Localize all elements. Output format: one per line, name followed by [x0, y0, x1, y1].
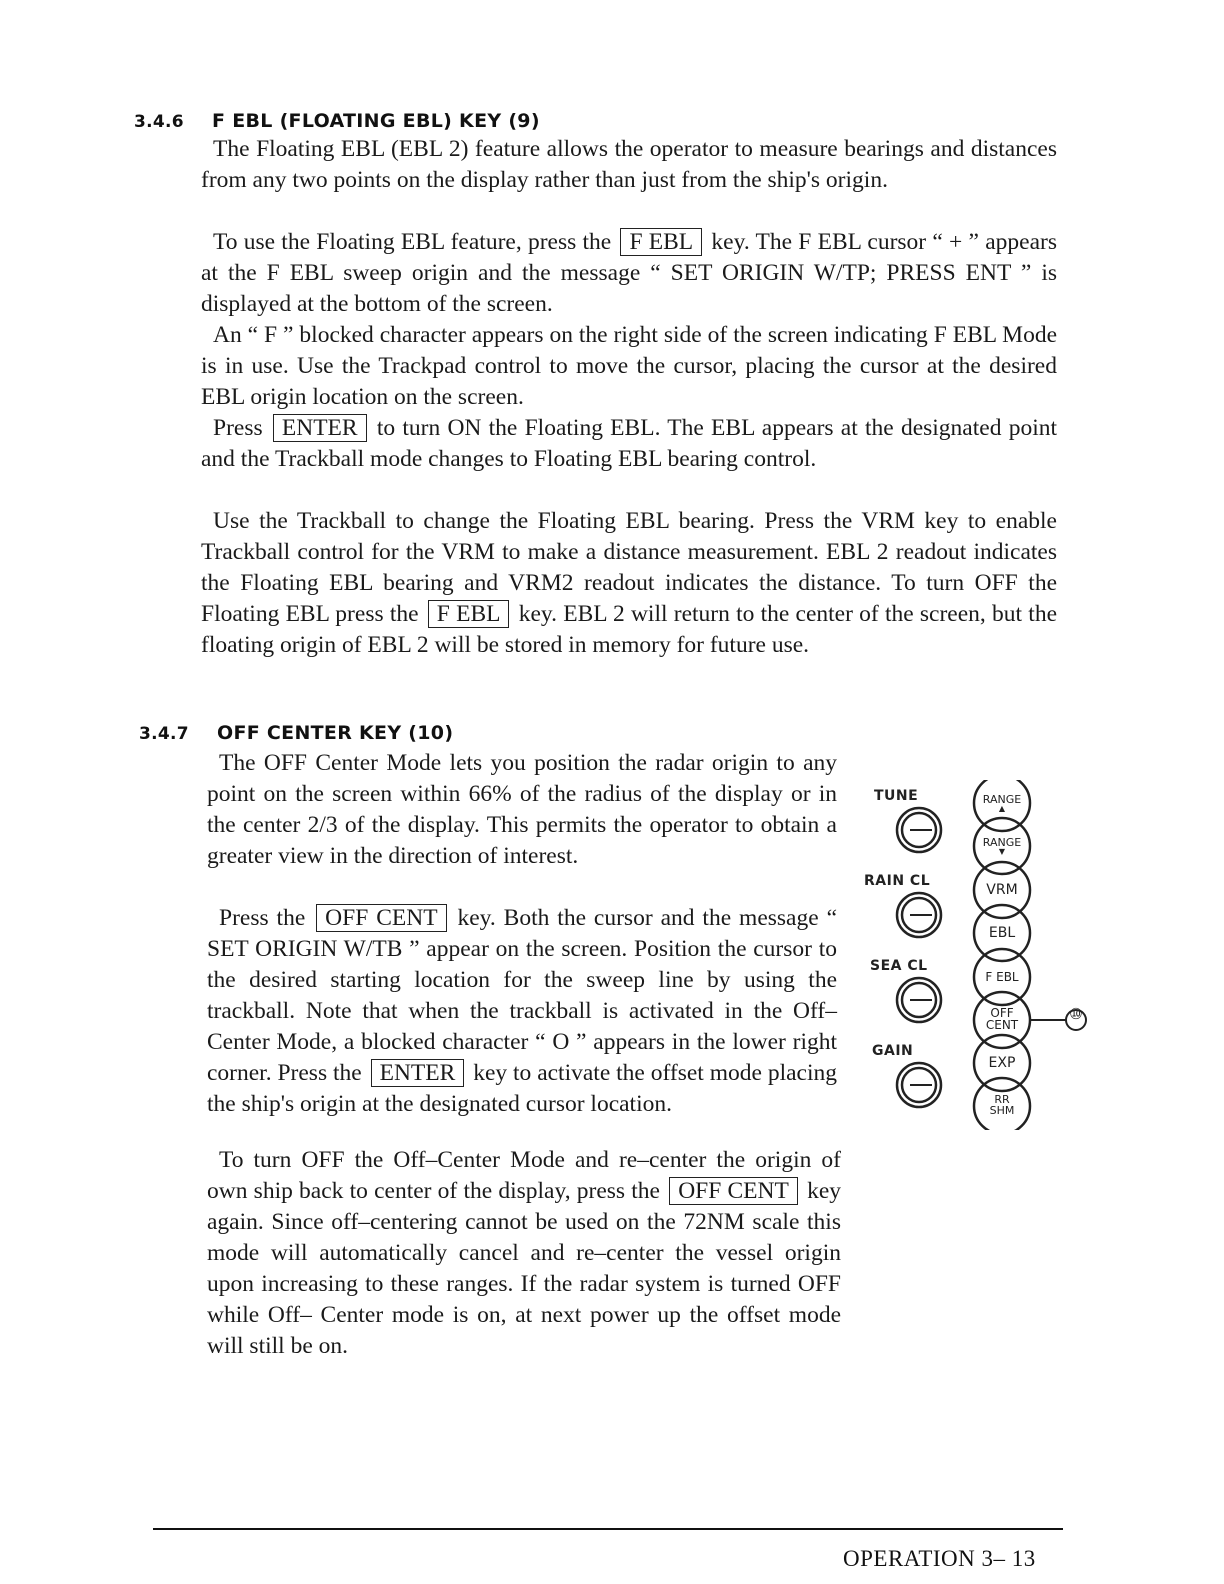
section-number: 3.4.7: [139, 724, 189, 744]
knob-tune-icon: [897, 808, 941, 852]
off-cent-key-label: OFF CENT: [669, 1177, 798, 1205]
paragraph-text: key again. Since off–centering cannot be used on the 72NM scale this mode will automatically cancel and re–center the vessel origin upon increasing to these ranges. If the radar system is turned OFF while Off– Center mode is on, at next power up the offset mode will still be on.: [207, 1178, 842, 1359]
paragraph: An “ F ” blocked character appears on the right side of the screen indicating F EBL Mode is in use. Use the Trackpad control to move the cursor, placing the cursor at the desired EBL origin location on the screen.: [201, 322, 1057, 410]
control-panel-illustration: [862, 780, 1092, 1130]
section-title: OFF CENTER KEY (10): [217, 722, 454, 744]
off-cent-key-label: OFF CENT: [316, 904, 446, 932]
paragraph-text: key. Both the cursor and the message “ SET ORIGIN W/TB ” appear on the screen. Position the cursor to the desired starting location for the sweep line by using the trackball. Note that when the trackball is activated in the Off–Center Mode, a blocked character “ O ” appears in the lower right corner. Press the: [207, 905, 838, 1086]
knob-sea-cl-icon: [897, 978, 941, 1022]
paragraph-text: key to activate the offset mode placing the ship's origin at the designated cursor location.: [207, 1060, 837, 1117]
paragraph-text: key. EBL 2 will return to the center of the screen, but the floating origin of EBL 2 will be stored in memory for future use.: [201, 601, 1057, 658]
section-heading-3-4-7: [139, 722, 453, 744]
paragraph-text: to turn ON the Floating EBL. The EBL appears at the designated point and the Trackball mode changes to Floating EBL bearing control.: [201, 415, 1058, 472]
knob-label-sea-cl: SEA CL: [870, 958, 928, 974]
knob-rain-cl-icon: [897, 893, 941, 937]
page-footer: OPERATION 3– 13: [843, 1546, 1036, 1571]
paragraph: The Floating EBL (EBL 2) feature allows the operator to measure bearings and distances from any two points on the display rather than just from the ship's origin.: [201, 136, 1057, 193]
section-heading-3-4-6: [134, 110, 540, 132]
knob-label-gain: GAIN: [872, 1043, 914, 1059]
paragraph: [207, 1145, 841, 1362]
paragraph-text: Use the Trackball to change the Floating EBL bearing. Press the VRM key to enable Trackball control for the VRM to make a distance measurement. EBL 2 readout indicates the Floating EBL bearing and VRM2 readout indicates the distance. To turn OFF the Floating EBL press the: [201, 508, 1057, 627]
paragraph: [201, 413, 1057, 475]
paragraph: The OFF Center Mode lets you position the radar origin to any point on the screen within 66% of the radius of the display or in the center 2/3 of the display. This permits the operator to obtain a greater view in the direction of interest.: [207, 750, 837, 869]
enter-key-label: ENTER: [273, 414, 367, 442]
section-number: 3.4.6: [134, 112, 184, 132]
knob-label-rain-cl: RAIN CL: [864, 873, 931, 889]
paragraph: [207, 903, 837, 1120]
button-label-range-down: RANGE ▼: [982, 836, 1022, 856]
callout-number-10: ⑩: [1069, 1007, 1083, 1023]
paragraph-text: key. The F EBL cursor “ + ” appears at the F EBL sweep origin and the message “ SET ORIGIN W/TP; PRESS ENT ” is displayed at the bottom of the screen.: [201, 229, 1057, 317]
button-label-ebl: EBL: [988, 925, 1016, 941]
paragraph: [201, 227, 1057, 320]
button-label-rr-shm: RR SHM: [989, 1093, 1015, 1117]
section-title: F EBL (FLOATING EBL) KEY (9): [212, 110, 540, 132]
paragraph-text: Press the: [219, 905, 306, 931]
button-label-range-up: RANGE ▲: [982, 793, 1022, 813]
button-label-vrm: VRM: [986, 882, 1018, 898]
paragraph: [201, 506, 1057, 661]
footer-rule: [153, 1528, 1063, 1530]
knob-label-tune: TUNE: [874, 788, 919, 804]
paragraph-text: Press: [213, 415, 263, 441]
f-ebl-key-label: F EBL: [428, 600, 510, 628]
knob-gain-icon: [897, 1063, 941, 1107]
button-label-f-ebl: F EBL: [985, 970, 1019, 984]
control-panel-drawing: [862, 780, 1092, 1130]
enter-key-label: ENTER: [371, 1059, 465, 1087]
button-label-exp: EXP: [988, 1055, 1016, 1071]
button-label-off-cent: OFF CENT: [985, 1006, 1019, 1032]
paragraph-text: To use the Floating EBL feature, press the: [213, 229, 612, 255]
f-ebl-key-label: F EBL: [620, 228, 702, 256]
paragraph-text: To turn OFF the Off–Center Mode and re–center the origin of own ship back to center of the display, press the: [207, 1147, 841, 1204]
